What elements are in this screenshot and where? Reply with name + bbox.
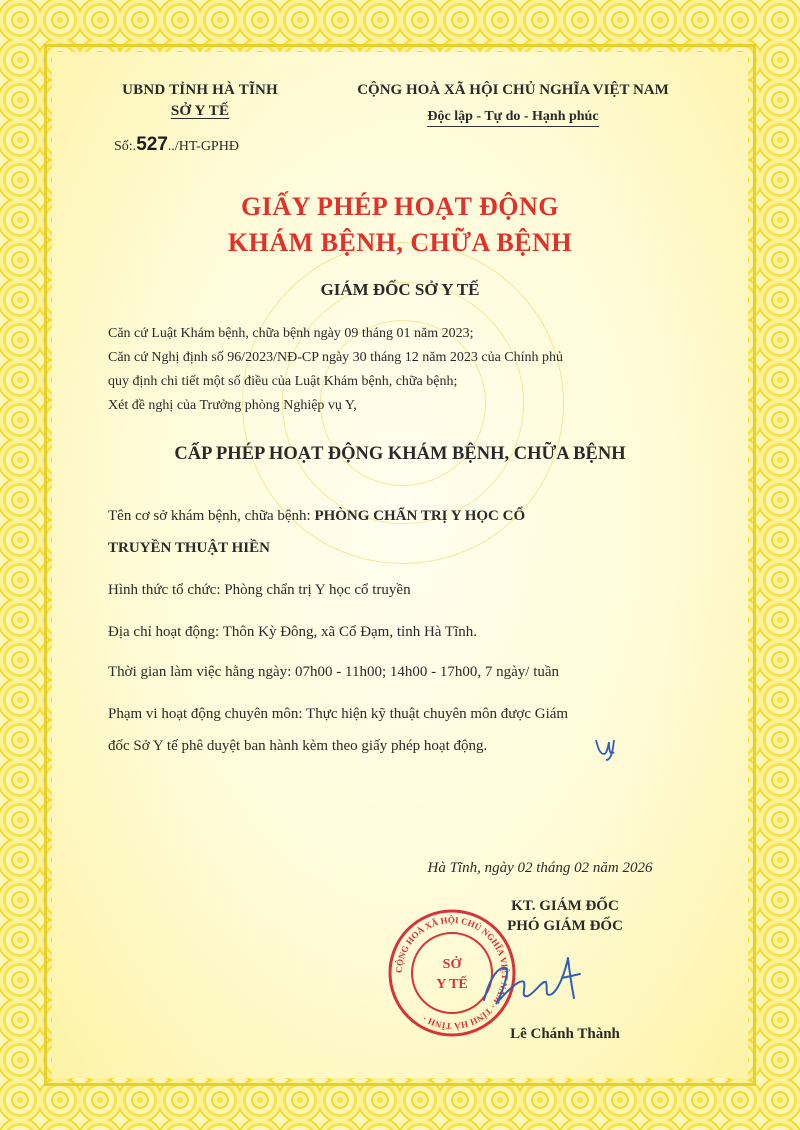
stamp-ring-text: CỘNG HOÀ XÃ HỘI CHỦ NGHĨA VIỆT NAM · TỈNH HÀ TĨNH · [393,914,511,1032]
agency-province: UBND TỈNH HÀ TĨNH [122,82,278,98]
facility-name [108,500,688,532]
facility-name-cont [108,532,688,564]
basis-proposal: Xét đề nghị của Trưởng phòng Nghiệp vụ Y, [108,398,357,413]
basis-decree-cont: quy định chi tiết một số điều của Luật Khám bệnh, chữa bệnh; [108,374,458,389]
scope-of-practice-cont: đốc Sở Y tế phê duyệt ban hành kèm theo giấy phép hoạt động. [108,738,488,754]
issue-date: Hà Tĩnh, ngày 02 tháng 02 năm 2026 [427,860,653,876]
basis-decree: Căn cứ Nghị định số 96/2023/NĐ-CP ngày 30 tháng 12 năm 2023 của Chính phủ [108,350,564,365]
document-number [114,134,239,156]
grant-heading: CẤP PHÉP HOẠT ĐỘNG KHÁM BỆNH, CHỮA BỆNH [174,444,626,464]
document-title-line2: KHÁM BỆNH, CHỮA BỆNH [227,228,573,257]
stamp-center-line2: Y TẾ [436,977,468,992]
agency-department: SỞ Y TẾ [170,103,230,119]
national-header [318,82,708,125]
issuer-title: GIÁM ĐỐC SỞ Y TẾ [320,280,480,299]
signer-title-line1: KT. GIÁM ĐỐC [511,898,619,914]
facility-label: Tên cơ sở khám bệnh, chữa bệnh: [108,508,311,524]
issuing-agency [100,82,300,120]
facility-value: PHÒNG CHẨN TRỊ Y HỌC CỔ [314,508,526,524]
legal-basis [108,322,708,418]
document-title-line1: GIẤY PHÉP HOẠT ĐỘNG [241,192,559,221]
organization-form: Hình thức tổ chức: Phòng chẩn trị Y học cổ truyền [108,582,411,598]
stamp-center-line1: SỞ [442,957,462,972]
scope-of-practice: Phạm vi hoạt động chuyên môn: Thực hiện kỹ thuật chuyên môn được Giám [108,706,569,722]
number-prefix: Số:. [114,139,137,154]
number-suffix: ../HT-GPHĐ [167,139,239,154]
national-motto: Độc lập - Tự do - Hạnh phúc [427,109,598,127]
operating-address: Địa chỉ hoạt động: Thôn Kỳ Đông, xã Cổ Đạm, tỉnh Hà Tĩnh. [108,624,477,640]
signer-name: Lê Chánh Thành [510,1026,620,1042]
number-value: 527 [136,134,168,155]
handwritten-signature [476,948,586,1018]
basis-law: Căn cứ Luật Khám bệnh, chữa bệnh ngày 09 tháng 01 năm 2023; [108,326,474,341]
country-name: CỘNG HOÀ XÃ HỘI CHỦ NGHĨA VIỆT NAM [357,82,669,98]
handwritten-initial [592,734,626,762]
working-hours: Thời gian làm việc hằng ngày: 07h00 - 11h00; 14h00 - 17h00, 7 ngày/ tuần [108,664,560,680]
signer-title-line2: PHÓ GIÁM ĐỐC [507,918,623,934]
facility-value-cont: TRUYỀN THUẬT HIỀN [108,540,270,556]
